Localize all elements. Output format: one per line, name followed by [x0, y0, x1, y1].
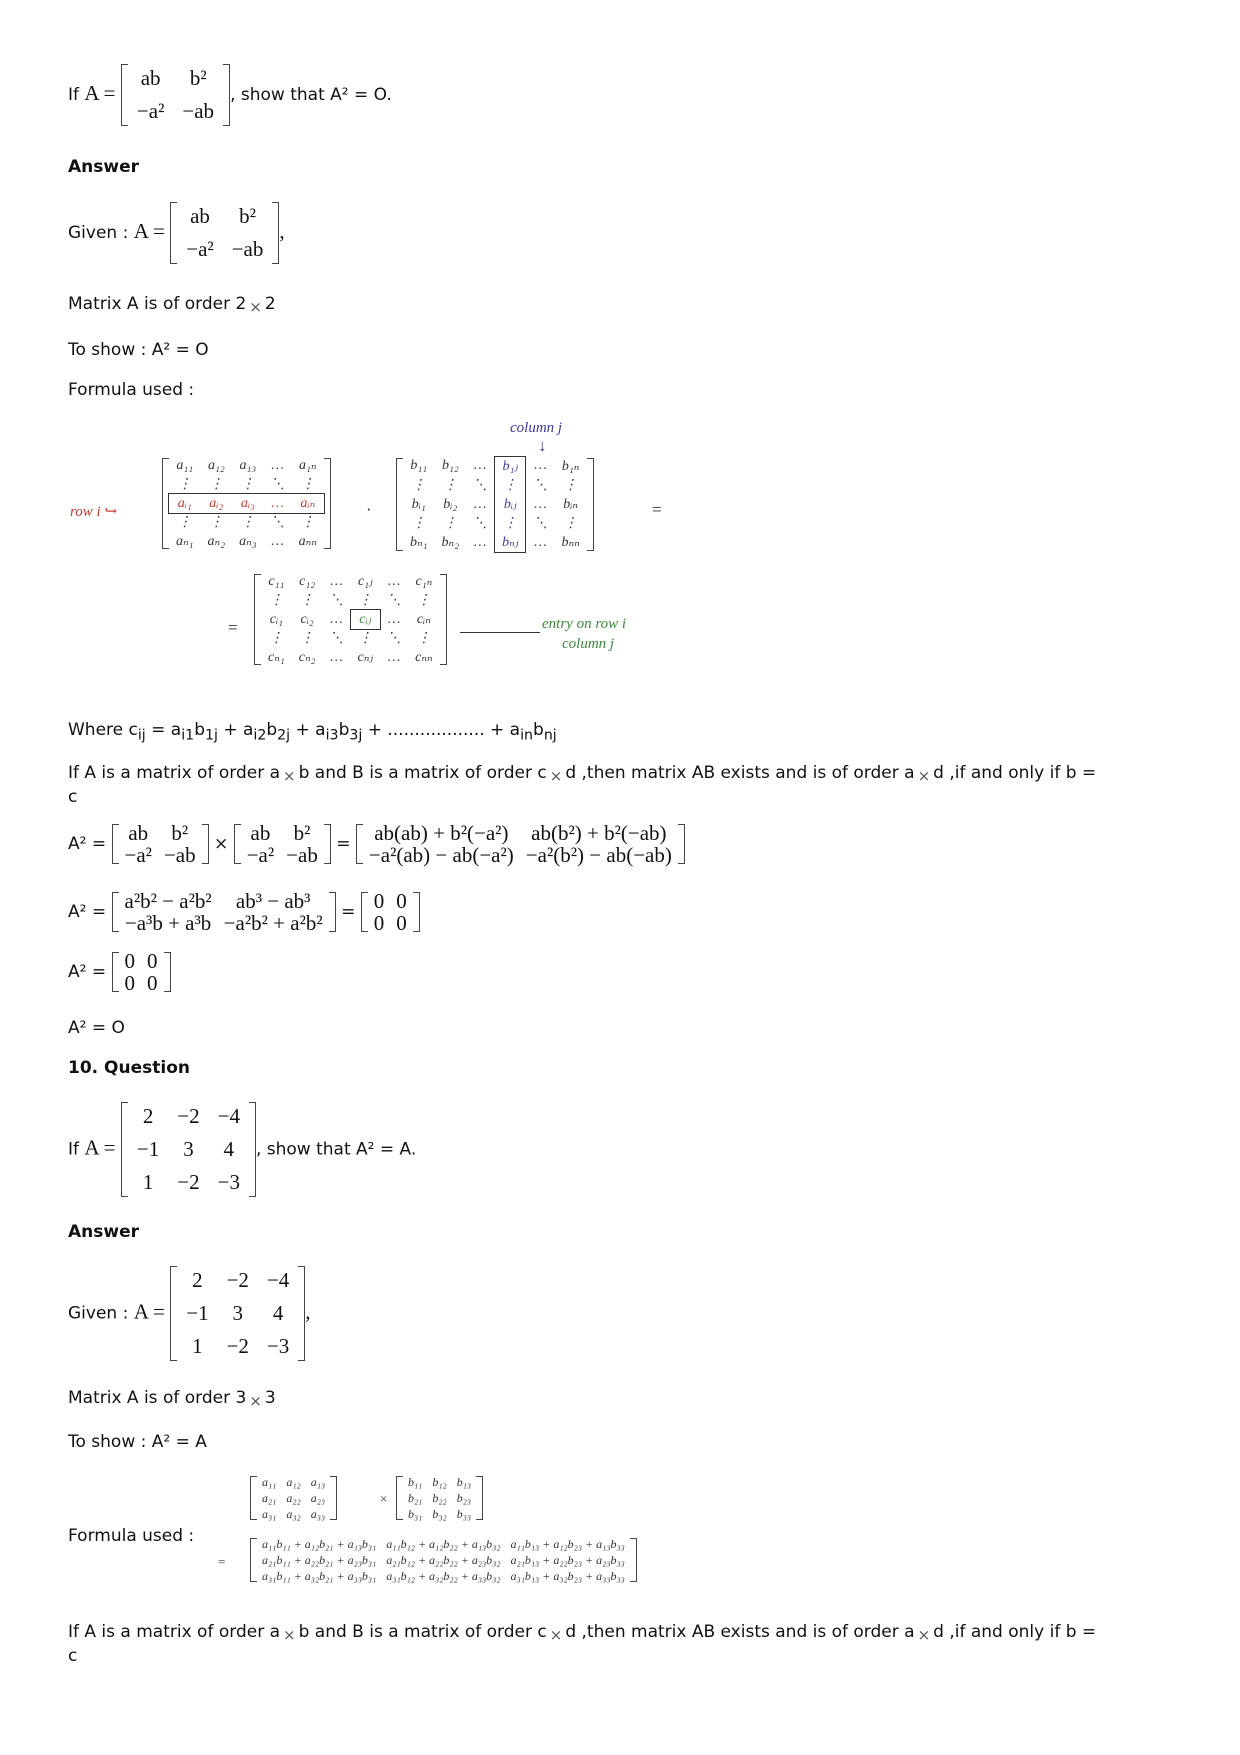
- matrix-cell: ab: [128, 821, 149, 845]
- matrix-cell: −ab: [163, 843, 196, 867]
- formula-part: 3j: [349, 727, 363, 744]
- given-label: Given :: [68, 1303, 129, 1324]
- matrix-cell: c₁ⱼ: [357, 574, 373, 589]
- matrix-cell: a₂₁b₁₁ + a₂₂b₂₁ + a₂₃b₃₁: [262, 1553, 377, 1567]
- matrix-cell: cₙ₁: [268, 650, 285, 665]
- matrix-cell: cᵢₙ: [416, 612, 431, 627]
- matrix-cell: a₁₂: [207, 457, 225, 473]
- matrix-cell: ⋮: [300, 631, 315, 646]
- matrix-cell: aₙ₂: [207, 534, 226, 549]
- matrix-cell: a₂₁b₁₃ + a₂₂b₂₃ + a₂₃b₃₃: [510, 1553, 625, 1567]
- matrix-cell: a₁₁: [176, 457, 194, 473]
- matrix-cell: b₁₂: [432, 1475, 447, 1489]
- order-text: 2: [264, 294, 276, 314]
- formula-part: i2: [253, 727, 267, 744]
- matrix-cell: cₙₙ: [415, 650, 433, 665]
- times-icon: ×: [549, 1626, 563, 1644]
- matrix-cell: b²: [293, 821, 311, 845]
- matrix-cell: 0: [147, 971, 158, 995]
- matrix-cell: aᵢ₃: [240, 495, 255, 511]
- product: [250, 1536, 637, 1584]
- matrix-cell: aᵢ₂: [209, 495, 224, 511]
- matrix-cell: −1: [186, 1301, 209, 1325]
- matrix-cell: ⋮: [300, 477, 315, 492]
- comma: ,: [279, 219, 285, 243]
- order-rule: [68, 1622, 1096, 1644]
- matrix-cell: cₙ₂: [298, 650, 316, 665]
- matrix-cell: 0: [124, 949, 135, 973]
- matrix-cell: a₃₁: [262, 1507, 277, 1521]
- matrix-cell: ⋮: [209, 515, 224, 530]
- matrix-cell: 0: [373, 889, 385, 913]
- matrix-cell: …: [534, 458, 547, 474]
- matrix-cell: bᵢⱼ: [495, 495, 526, 514]
- lhs: A² =: [68, 902, 107, 922]
- matrix-cell: −a²(b²) − ab(−ab): [525, 843, 672, 867]
- step-1: [68, 822, 685, 866]
- matrix-cell: ab: [140, 66, 161, 90]
- matrix-cell: 0: [147, 949, 158, 973]
- to-show: To show : A² = O: [68, 340, 209, 360]
- equals-sign: =: [218, 1554, 226, 1569]
- order-text: 3: [264, 1388, 276, 1408]
- times-icon: ×: [249, 298, 262, 316]
- matrix-cell: ab(b²) + b²(−ab): [531, 821, 667, 845]
- formula-part: b: [266, 720, 278, 740]
- times-icon: ×: [214, 834, 229, 854]
- matrix-cell: a₁₁b₁₁ + a₁₂b₂₁ + a₁₃b₃₁: [262, 1537, 377, 1551]
- matrix-cell: b₂₃: [456, 1491, 472, 1505]
- matrix-cell: ⋮: [563, 516, 578, 531]
- matrix-cell: a²b² − a²b²: [124, 889, 212, 913]
- conclusion: A² = O: [68, 1018, 125, 1038]
- matrix-cell: bₙ₁: [410, 535, 428, 551]
- matrix-cell: b₁ₙ: [561, 458, 580, 474]
- matrix-label: A =: [84, 1135, 116, 1160]
- matrix-cell: aₙ₃: [239, 534, 257, 549]
- given-label: Given :: [68, 223, 129, 243]
- matrix-cell: …: [271, 495, 284, 511]
- matrix-a: [121, 62, 230, 128]
- matrix-cell: aₙ₁: [176, 534, 194, 549]
- where-formula: [68, 720, 557, 743]
- matrix-cell: …: [473, 496, 487, 512]
- zero-matrix: [112, 950, 171, 994]
- rule-text: b and B is a matrix of order c: [298, 763, 547, 783]
- matrix-cell: b²: [239, 204, 256, 228]
- matrix-cell: a₂₂: [286, 1491, 301, 1505]
- matrix-cell: b₁₃: [456, 1475, 472, 1489]
- matrix-cell: a₃₁b₁₃ + a₃₂b₂₃ + a₃₃b₃₃: [510, 1569, 625, 1583]
- matrix-cell: a₂₁b₁₂ + a₂₂b₂₂ + a₂₃b₃₂: [386, 1553, 501, 1567]
- matrix-cell: a₁₃: [310, 1475, 326, 1489]
- matrix-cell: a₁ₙ: [299, 458, 317, 473]
- to-show: To show : A² = A: [68, 1432, 207, 1452]
- matrix-cell: −a²: [246, 843, 275, 867]
- matrix-cell: ⋮: [411, 478, 426, 493]
- matrix-cell: ⋮: [358, 631, 373, 646]
- matrix-cell: …: [534, 496, 547, 512]
- matrix-cell: ⋱: [270, 515, 285, 530]
- matrix-cell: …: [387, 649, 401, 665]
- matrix-cell: ab(ab) + b²(−a²): [374, 821, 509, 845]
- matrix-cell: ⋱: [329, 631, 344, 646]
- equals-sign: =: [652, 500, 662, 519]
- matrix-cell: 3: [183, 1137, 194, 1161]
- matrix-cell: …: [473, 534, 487, 550]
- matrix-cell: c₁₁: [268, 573, 285, 589]
- matrix-cell: ⋱: [329, 593, 344, 608]
- rule-text: d ,then matrix AB exists and is of order a: [565, 1622, 915, 1642]
- matrix-cell: b₃₂: [432, 1507, 447, 1521]
- factor-b: [396, 1474, 483, 1522]
- matrix-cell: a₃₁b₁₁ + a₃₂b₂₁ + a₃₃b₃₁: [262, 1569, 377, 1583]
- rule-text: d ,then matrix AB exists and is of order a: [565, 763, 915, 783]
- entry-label: column j: [562, 636, 615, 652]
- matrix-cell: ⋮: [443, 478, 458, 493]
- times-icon: ×: [917, 767, 931, 785]
- matrix-cell: ⋮: [563, 478, 578, 493]
- times-icon: ×: [283, 767, 296, 785]
- matrix-cell: b₃₁: [408, 1507, 423, 1521]
- matrix-cell: …: [534, 534, 547, 550]
- matrix-cell: 0: [396, 911, 407, 935]
- prompt-text: , show that A² = O.: [230, 85, 392, 105]
- matrix-cell: −a²: [136, 99, 165, 123]
- matrix-cell: −3: [266, 1334, 290, 1358]
- formula-part: + a: [290, 720, 326, 740]
- times-icon: ×: [283, 1626, 296, 1644]
- matrix-cell: −4: [217, 1104, 240, 1128]
- matrix-b-general: [396, 456, 594, 553]
- matrix-cell: bₙ₂: [441, 535, 460, 551]
- rule-text: d ,if and only if b =: [933, 1622, 1097, 1642]
- matrix-cell: 1: [192, 1334, 203, 1358]
- matrix-cell: aₙₙ: [298, 534, 317, 549]
- matrix-cell: …: [330, 573, 343, 589]
- matrix-cell: cᵢ₂: [300, 611, 314, 627]
- matrix-cell: b₁ⱼ: [495, 457, 526, 477]
- matrix-cell: 0: [124, 971, 135, 995]
- matrix-cell: aᵢ₁: [177, 495, 192, 511]
- formula-part: i1: [181, 727, 195, 744]
- matrix-cell: ⋮: [300, 515, 315, 530]
- formula-part: Where c: [68, 720, 138, 740]
- matrix-multiplication-figure: [70, 420, 690, 710]
- entry-label: entry on row i: [542, 616, 627, 632]
- order-text: Matrix A is of order 3: [68, 1388, 247, 1408]
- q9-prompt: [68, 62, 392, 128]
- matrix-cell: bₙⱼ: [495, 533, 526, 553]
- matrix-b: [396, 1474, 483, 1522]
- factor-a: [250, 1474, 337, 1522]
- matrix-cell: ⋮: [269, 593, 284, 608]
- matrix-cell: …: [387, 611, 401, 627]
- matrix-a: [162, 456, 331, 551]
- prompt-text: If: [68, 1139, 79, 1160]
- matrix-cell: ab: [190, 204, 210, 228]
- matrix-cell: ab: [250, 821, 271, 845]
- matrix-cell: ⋮: [443, 516, 458, 531]
- matrix-label: A =: [133, 219, 165, 243]
- matrix-cell: ⋱: [387, 631, 402, 646]
- matrix-cell: ⋱: [387, 593, 402, 608]
- matrix-cell: ⋮: [358, 593, 373, 608]
- matrix-cell: ⋱: [270, 477, 285, 492]
- order-text: Matrix A is of order 2: [68, 294, 247, 314]
- matrix-a: [170, 1264, 305, 1363]
- matrix-cell: c₁₂: [299, 573, 316, 589]
- matrix-cell: b²: [189, 66, 207, 90]
- matrix-cell: ⋮: [240, 477, 255, 492]
- times-icon: ×: [549, 767, 563, 785]
- matrix-cell: b₃₃: [456, 1507, 472, 1521]
- formula-part: b: [338, 720, 350, 740]
- matrix-cell: 2: [192, 1268, 203, 1292]
- matrix-cell: b₁₁: [408, 1475, 423, 1489]
- matrix-cell: 4: [223, 1137, 235, 1161]
- matrix-a: [234, 822, 331, 866]
- matrix-cell: cₙⱼ: [357, 650, 374, 665]
- matrix-product-3x3-figure: [200, 1474, 800, 1604]
- matrix-cell: −2: [177, 1170, 200, 1194]
- matrix-b: [396, 456, 594, 553]
- matrix-cell: …: [473, 458, 487, 474]
- matrix-cell: ⋮: [416, 593, 431, 608]
- matrix-cell: a₂₁: [262, 1491, 277, 1505]
- matrix-cell: 0: [396, 889, 407, 913]
- rule-text: d ,if and only if b =: [933, 763, 1097, 783]
- matrix-cell: ⋮: [300, 593, 315, 608]
- formula-part: + .................. + a: [362, 720, 521, 740]
- matrix-cell: −a²(ab) − ab(−a²): [368, 843, 514, 867]
- product-matrix: [356, 822, 685, 866]
- step-3: [68, 950, 171, 994]
- matrix-c: [254, 572, 447, 667]
- formula-part: nj: [543, 727, 557, 744]
- matrix-cell: 0: [373, 911, 385, 935]
- matrix-cell: a₃₂: [286, 1507, 301, 1521]
- matrix-cell: ⋮: [240, 515, 255, 530]
- q9-given: [68, 200, 285, 266]
- arrow-down-icon: ↓: [538, 436, 547, 455]
- lhs: A² =: [68, 962, 107, 982]
- zero-matrix: [361, 890, 420, 934]
- formula-part: b: [194, 720, 205, 740]
- formula-part: = a: [145, 720, 182, 740]
- formula-part: i3: [325, 727, 339, 744]
- matrix-cell: cᵢⱼ: [351, 610, 381, 629]
- matrix-cell: b₂₁: [408, 1491, 423, 1505]
- q10-order: [68, 1388, 276, 1410]
- matrix-a: [170, 200, 279, 266]
- matrix-cell: a₂₃: [310, 1491, 326, 1505]
- answer-heading: Answer: [68, 157, 139, 177]
- comma: ,: [305, 1299, 311, 1324]
- matrix-cell: −2: [226, 1268, 249, 1292]
- order-rule: [68, 763, 1096, 785]
- matrix-label: A =: [84, 81, 116, 105]
- matrix-a: [121, 1100, 256, 1199]
- row-label: row i ↪: [70, 504, 118, 520]
- matrix-cell: ⋮: [411, 516, 426, 531]
- matrix-cell: 3: [232, 1301, 244, 1325]
- matrix-cell: b₂₂: [432, 1491, 447, 1505]
- matrix-cell: −3: [217, 1170, 240, 1194]
- pointer-line: [460, 632, 540, 633]
- formula-part: 2j: [277, 727, 291, 744]
- q9-order: [68, 294, 276, 316]
- column-label: column j: [510, 420, 563, 436]
- answer-heading: Answer: [68, 1222, 139, 1242]
- simplified-matrix: [112, 890, 336, 934]
- matrix-cell: ⋮: [416, 631, 431, 646]
- formula-label: Formula used :: [68, 1526, 195, 1546]
- matrix-cell: bᵢ₁: [411, 496, 426, 512]
- matrix-cell: a₁₃: [239, 457, 257, 473]
- question-heading: 10. Question: [68, 1058, 190, 1078]
- times-icon: ×: [380, 1491, 388, 1506]
- matrix-cell: b₁₂: [441, 458, 459, 474]
- matrix-cell: ⋮: [269, 631, 284, 646]
- matrix-cell: −ab: [231, 237, 264, 261]
- matrix-c-general: [254, 572, 447, 667]
- matrix-cell: …: [271, 533, 284, 549]
- matrix-cell: −2: [177, 1104, 200, 1128]
- matrix-cell: ab³ − ab³: [235, 889, 311, 913]
- matrix-cell: cᵢ₁: [269, 611, 284, 627]
- matrix-cell: 2: [142, 1104, 154, 1128]
- matrix-cell: b₁₁: [410, 458, 428, 474]
- matrix-cell: …: [330, 649, 343, 665]
- matrix-cell: ⋮: [209, 477, 224, 492]
- product-matrix: [250, 1536, 637, 1584]
- matrix-a: [112, 822, 209, 866]
- equals-sign: =: [336, 834, 351, 854]
- matrix-cell: ⋱: [473, 478, 488, 493]
- formula-label: Formula used :: [68, 380, 195, 400]
- matrix-cell: a₁₁: [262, 1475, 277, 1489]
- q10-given: [68, 1264, 311, 1363]
- formula-part: + a: [217, 720, 254, 740]
- matrix-cell: ⋮: [177, 515, 192, 530]
- matrix-cell: −4: [266, 1268, 290, 1292]
- matrix-cell: −ab: [286, 843, 318, 867]
- rule-text: If A is a matrix of order a: [68, 763, 281, 783]
- matrix-cell: ⋱: [533, 478, 548, 493]
- matrix-cell: a₃₃: [310, 1507, 326, 1521]
- matrix-a-general: [162, 456, 331, 551]
- formula-part: b: [533, 720, 544, 740]
- matrix-cell: …: [330, 611, 343, 627]
- matrix-cell: c₁ₙ: [415, 574, 433, 589]
- prompt-text: , show that A² = A.: [255, 1139, 417, 1160]
- rule-text: If A is a matrix of order a: [68, 1622, 281, 1642]
- matrix-cell: bₙₙ: [561, 535, 580, 551]
- matrix-cell: 4: [272, 1301, 284, 1325]
- formula-part: 1j: [204, 727, 218, 744]
- matrix-cell: ⋱: [533, 516, 548, 531]
- matrix-cell: −ab: [182, 99, 215, 123]
- matrix-cell: ⋮: [495, 514, 526, 533]
- matrix-cell: 1: [142, 1170, 154, 1194]
- matrix-cell: −a³b + a³b: [124, 911, 212, 935]
- matrix-cell: −2: [226, 1334, 249, 1358]
- matrix-cell: bᵢ₂: [443, 496, 458, 512]
- equals-sign: =: [341, 902, 356, 922]
- matrix-cell: b²: [171, 821, 189, 845]
- matrix-cell: a₁₁b₁₃ + a₁₂b₂₃ + a₁₃b₃₃: [510, 1537, 625, 1551]
- step-2: [68, 890, 420, 934]
- matrix-cell: −a²: [124, 843, 152, 867]
- lhs: A² =: [68, 834, 107, 854]
- matrix-cell: …: [387, 573, 401, 589]
- matrix-cell: −1: [136, 1137, 160, 1161]
- formula-part: ij: [137, 727, 146, 744]
- rule-text: b and B is a matrix of order c: [298, 1622, 547, 1642]
- matrix-cell: −a²: [186, 237, 214, 261]
- matrix-cell: …: [271, 457, 284, 473]
- matrix-cell: −a²b² + a²b²: [223, 911, 323, 935]
- matrix-a: [250, 1474, 337, 1522]
- times-icon: ×: [917, 1626, 931, 1644]
- dot-operator: ·: [366, 500, 372, 519]
- matrix-cell: a₁₂: [286, 1475, 301, 1489]
- formula-part: in: [520, 727, 534, 744]
- matrix-cell: ⋱: [473, 516, 488, 531]
- rule-text: c: [68, 787, 78, 807]
- equals-sign: =: [228, 618, 238, 637]
- times-icon: ×: [249, 1392, 262, 1410]
- matrix-cell: bᵢₙ: [563, 497, 579, 512]
- matrix-label: A =: [133, 1299, 165, 1324]
- matrix-cell: a₁₁b₁₂ + a₁₂b₂₂ + a₁₃b₃₂: [386, 1537, 501, 1551]
- prompt-text: If: [68, 85, 79, 105]
- matrix-cell: aᵢₙ: [300, 496, 316, 511]
- q10-prompt: [68, 1100, 416, 1199]
- matrix-cell: a₃₁b₁₂ + a₃₂b₂₂ + a₃₃b₃₂: [386, 1569, 501, 1583]
- rule-text: c: [68, 1646, 78, 1666]
- matrix-cell: ⋮: [177, 477, 192, 492]
- matrix-cell: ⋮: [495, 476, 526, 495]
